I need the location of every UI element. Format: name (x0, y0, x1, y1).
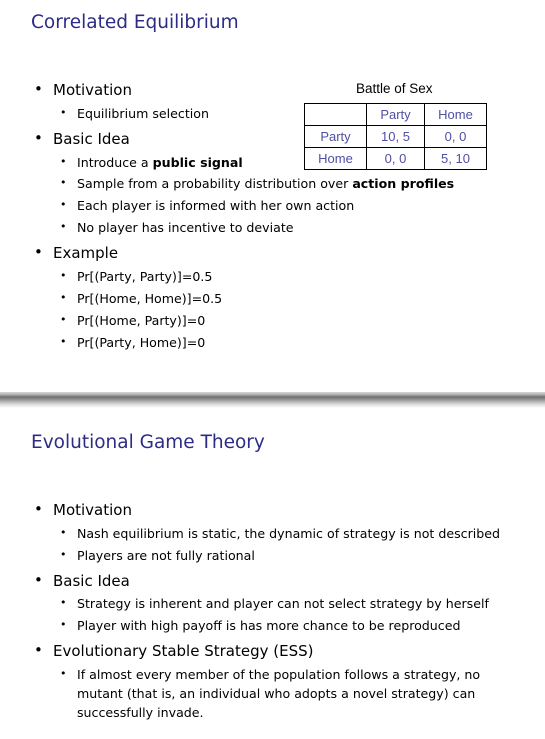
table-row (305, 148, 487, 170)
table-cell: 0, 0 (367, 148, 425, 170)
table-row-header: Home (305, 148, 367, 170)
table-row (305, 126, 487, 148)
table-corner-cell (305, 104, 367, 126)
table-header-row (305, 104, 487, 126)
table-cell: 5, 10 (425, 148, 487, 170)
table-col-header: Party (367, 104, 425, 126)
payoff-table (304, 103, 487, 170)
slide-title: Correlated Equilibrium (31, 12, 239, 33)
table-caption: Battle of Sex (356, 81, 433, 96)
slide-title: Evolutional Game Theory (31, 432, 265, 453)
table-cell: 0, 0 (425, 126, 487, 148)
table-col-header: Home (425, 104, 487, 126)
table-cell: 10, 5 (367, 126, 425, 148)
slide-divider (0, 392, 545, 408)
slide-evolutional-game-theory: Evolutional Game Theory • Motivation • Nash equilibrium is static, the dynamic of strategy is not described • Players are not fully rational • Basic Idea • Strategy is inherent and player can not select strategy by herself • Player with high payoff is has more chance to be reproduced • Evolutionary Stable Strategy (ESS) • If almost every member of the population follows a strategy, no mutant (that is, an individual who adopts a novel strategy) can successfully invade. (0, 408, 545, 739)
slide-correlated-equilibrium: Correlated Equilibrium • Motivation • Equilibrium selection • Basic Idea • Introduce a public signal • Sample from a probability distribution over action profiles • Each player is informed with her own action • No player has incentive to deviate • Example • Pr[(Party, Party)]=0.5 • Pr[(Home, Home)]=0.5 • Pr[(Home, Party)]=0 • Pr[(Party, Home)]=0 Battle of Sex Party Home Party 10, 5 0, 0 Home 0, 0 5, 10 (0, 0, 545, 393)
table-row-header: Party (305, 126, 367, 148)
